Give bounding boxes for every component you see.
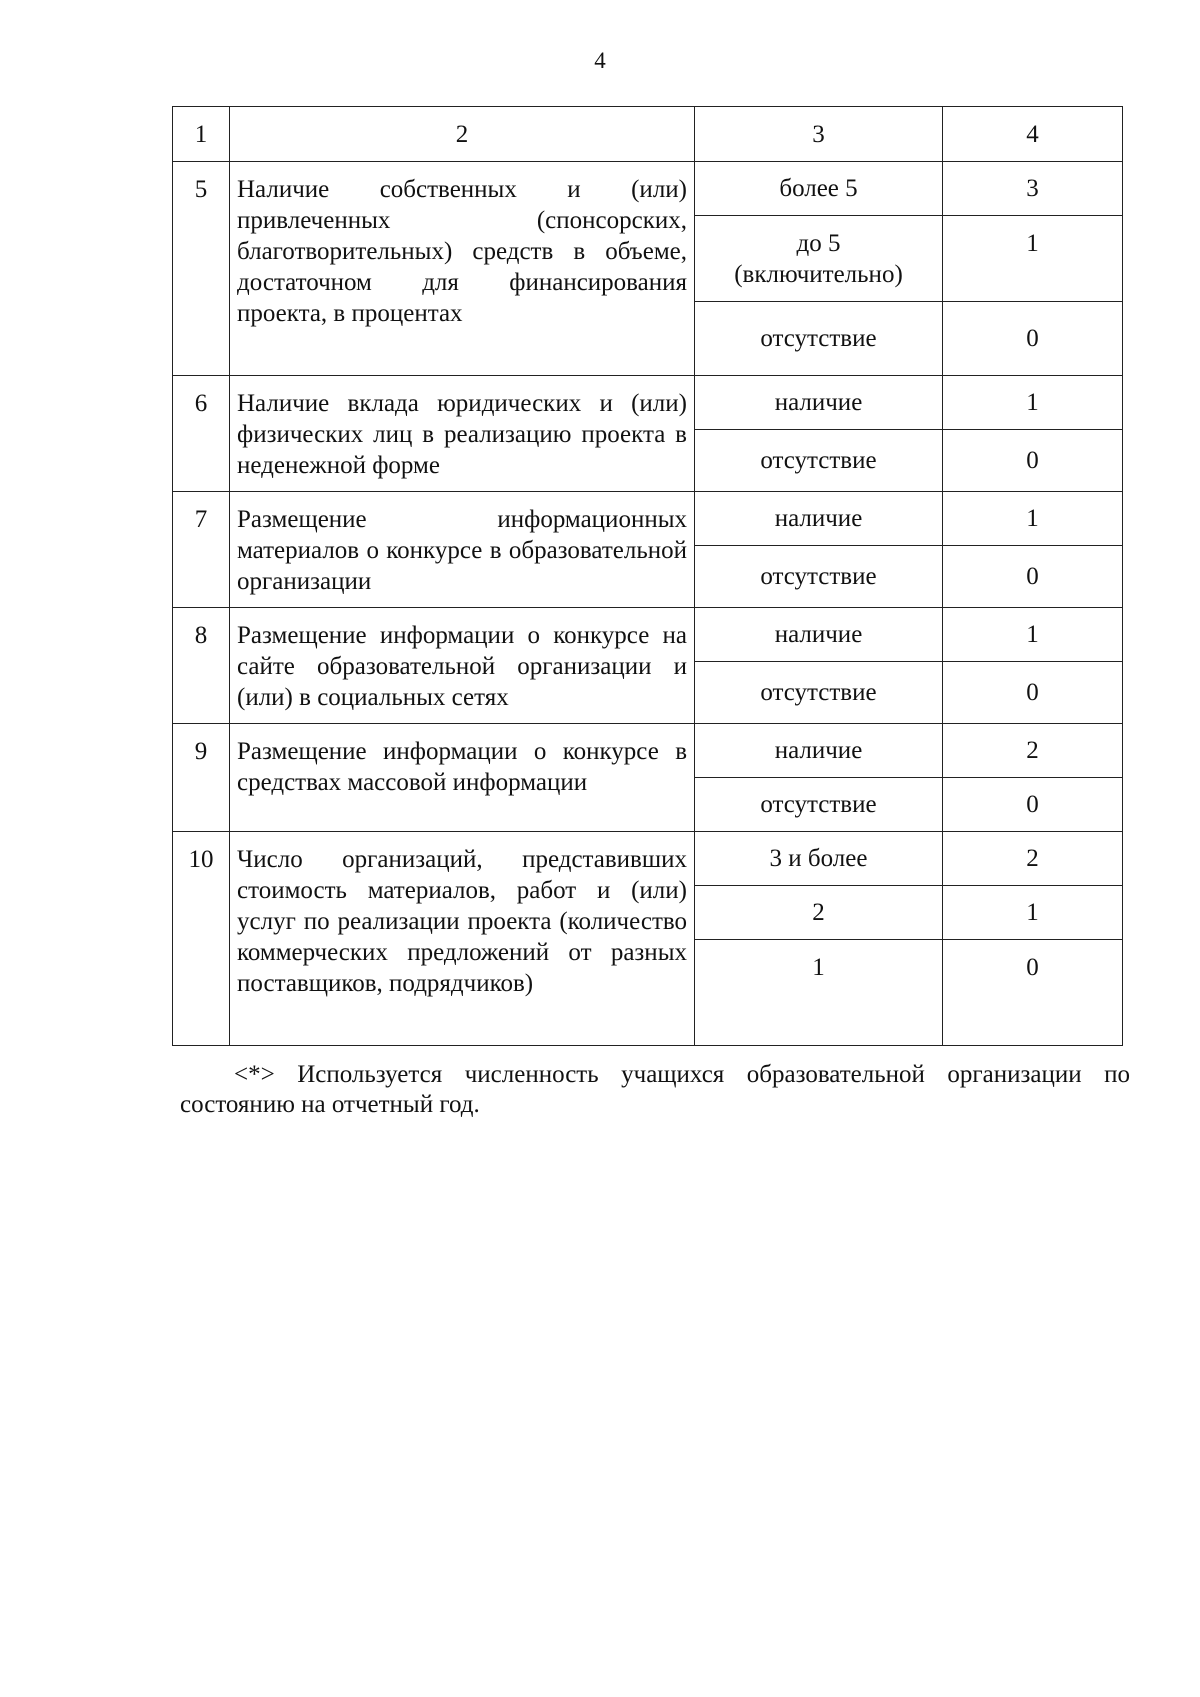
criterion-condition: наличие [695,724,943,778]
column-header: 2 [230,107,695,162]
column-header: 3 [695,107,943,162]
criterion-condition: более 5 [695,162,943,216]
table-row [173,832,1123,886]
criterion-condition: отсутствие [695,662,943,724]
criterion-condition: наличие [695,376,943,430]
table-row [173,724,1123,778]
criterion-points: 1 [943,216,1123,302]
criterion-condition: наличие [695,492,943,546]
criterion-points: 3 [943,162,1123,216]
criterion-points: 0 [943,778,1123,832]
criterion-number: 8 [173,608,230,724]
criterion-condition: отсутствие [695,546,943,608]
criterion-condition: до 5 (включительно) [695,216,943,302]
table-row [173,608,1123,662]
page-number: 4 [594,48,606,73]
criterion-text: Число организаций, представивших стоимость материалов, работ и (или) услуг по реализации проекта (количество коммерческих предложений от разных поставщиков, подрядчиков) [230,832,695,1046]
footnote: <*> Используется численность учащихся образовательной организации по состоянию на отчетный год. [180,1061,1130,1118]
table-row [173,162,1123,216]
criterion-text: Размещение информации о конкурсе в средствах массовой информации [230,724,695,832]
criterion-points: 2 [943,724,1123,778]
criterion-condition: 2 [695,886,943,940]
criterion-number: 10 [173,832,230,1046]
column-header: 4 [943,107,1123,162]
criterion-condition: отсутствие [695,302,943,376]
criterion-condition: 3 и более [695,832,943,886]
criterion-condition: отсутствие [695,778,943,832]
criterion-condition: 1 [695,940,943,1046]
criterion-number: 5 [173,162,230,376]
criterion-points: 2 [943,832,1123,886]
criterion-text: Наличие собственных и (или) привлеченных (спонсорских, благотворительных) средств в объеме, достаточном для финансирования проекта, в процентах [230,162,695,376]
criterion-points: 0 [943,546,1123,608]
criterion-number: 9 [173,724,230,832]
criterion-text: Размещение информации о конкурсе на сайте образовательной организации и (или) в социальных сетях [230,608,695,724]
table-header-row [173,107,1123,162]
table-row [173,492,1123,546]
criterion-points: 1 [943,492,1123,546]
criterion-number: 7 [173,492,230,608]
criterion-points: 1 [943,886,1123,940]
criterion-condition: отсутствие [695,430,943,492]
criterion-points: 0 [943,302,1123,376]
criterion-condition: наличие [695,608,943,662]
criterion-number: 6 [173,376,230,492]
criterion-points: 0 [943,940,1123,1046]
criterion-points: 1 [943,608,1123,662]
table-row [173,376,1123,430]
criterion-points: 0 [943,430,1123,492]
criterion-text: Размещение информационных материалов о конкурсе в образовательной организации [230,492,695,608]
criterion-points: 0 [943,662,1123,724]
criterion-text: Наличие вклада юридических и (или) физических лиц в реализацию проекта в неденежной форме [230,376,695,492]
column-header: 1 [173,107,230,162]
criterion-points: 1 [943,376,1123,430]
criteria-table [172,106,1123,1046]
